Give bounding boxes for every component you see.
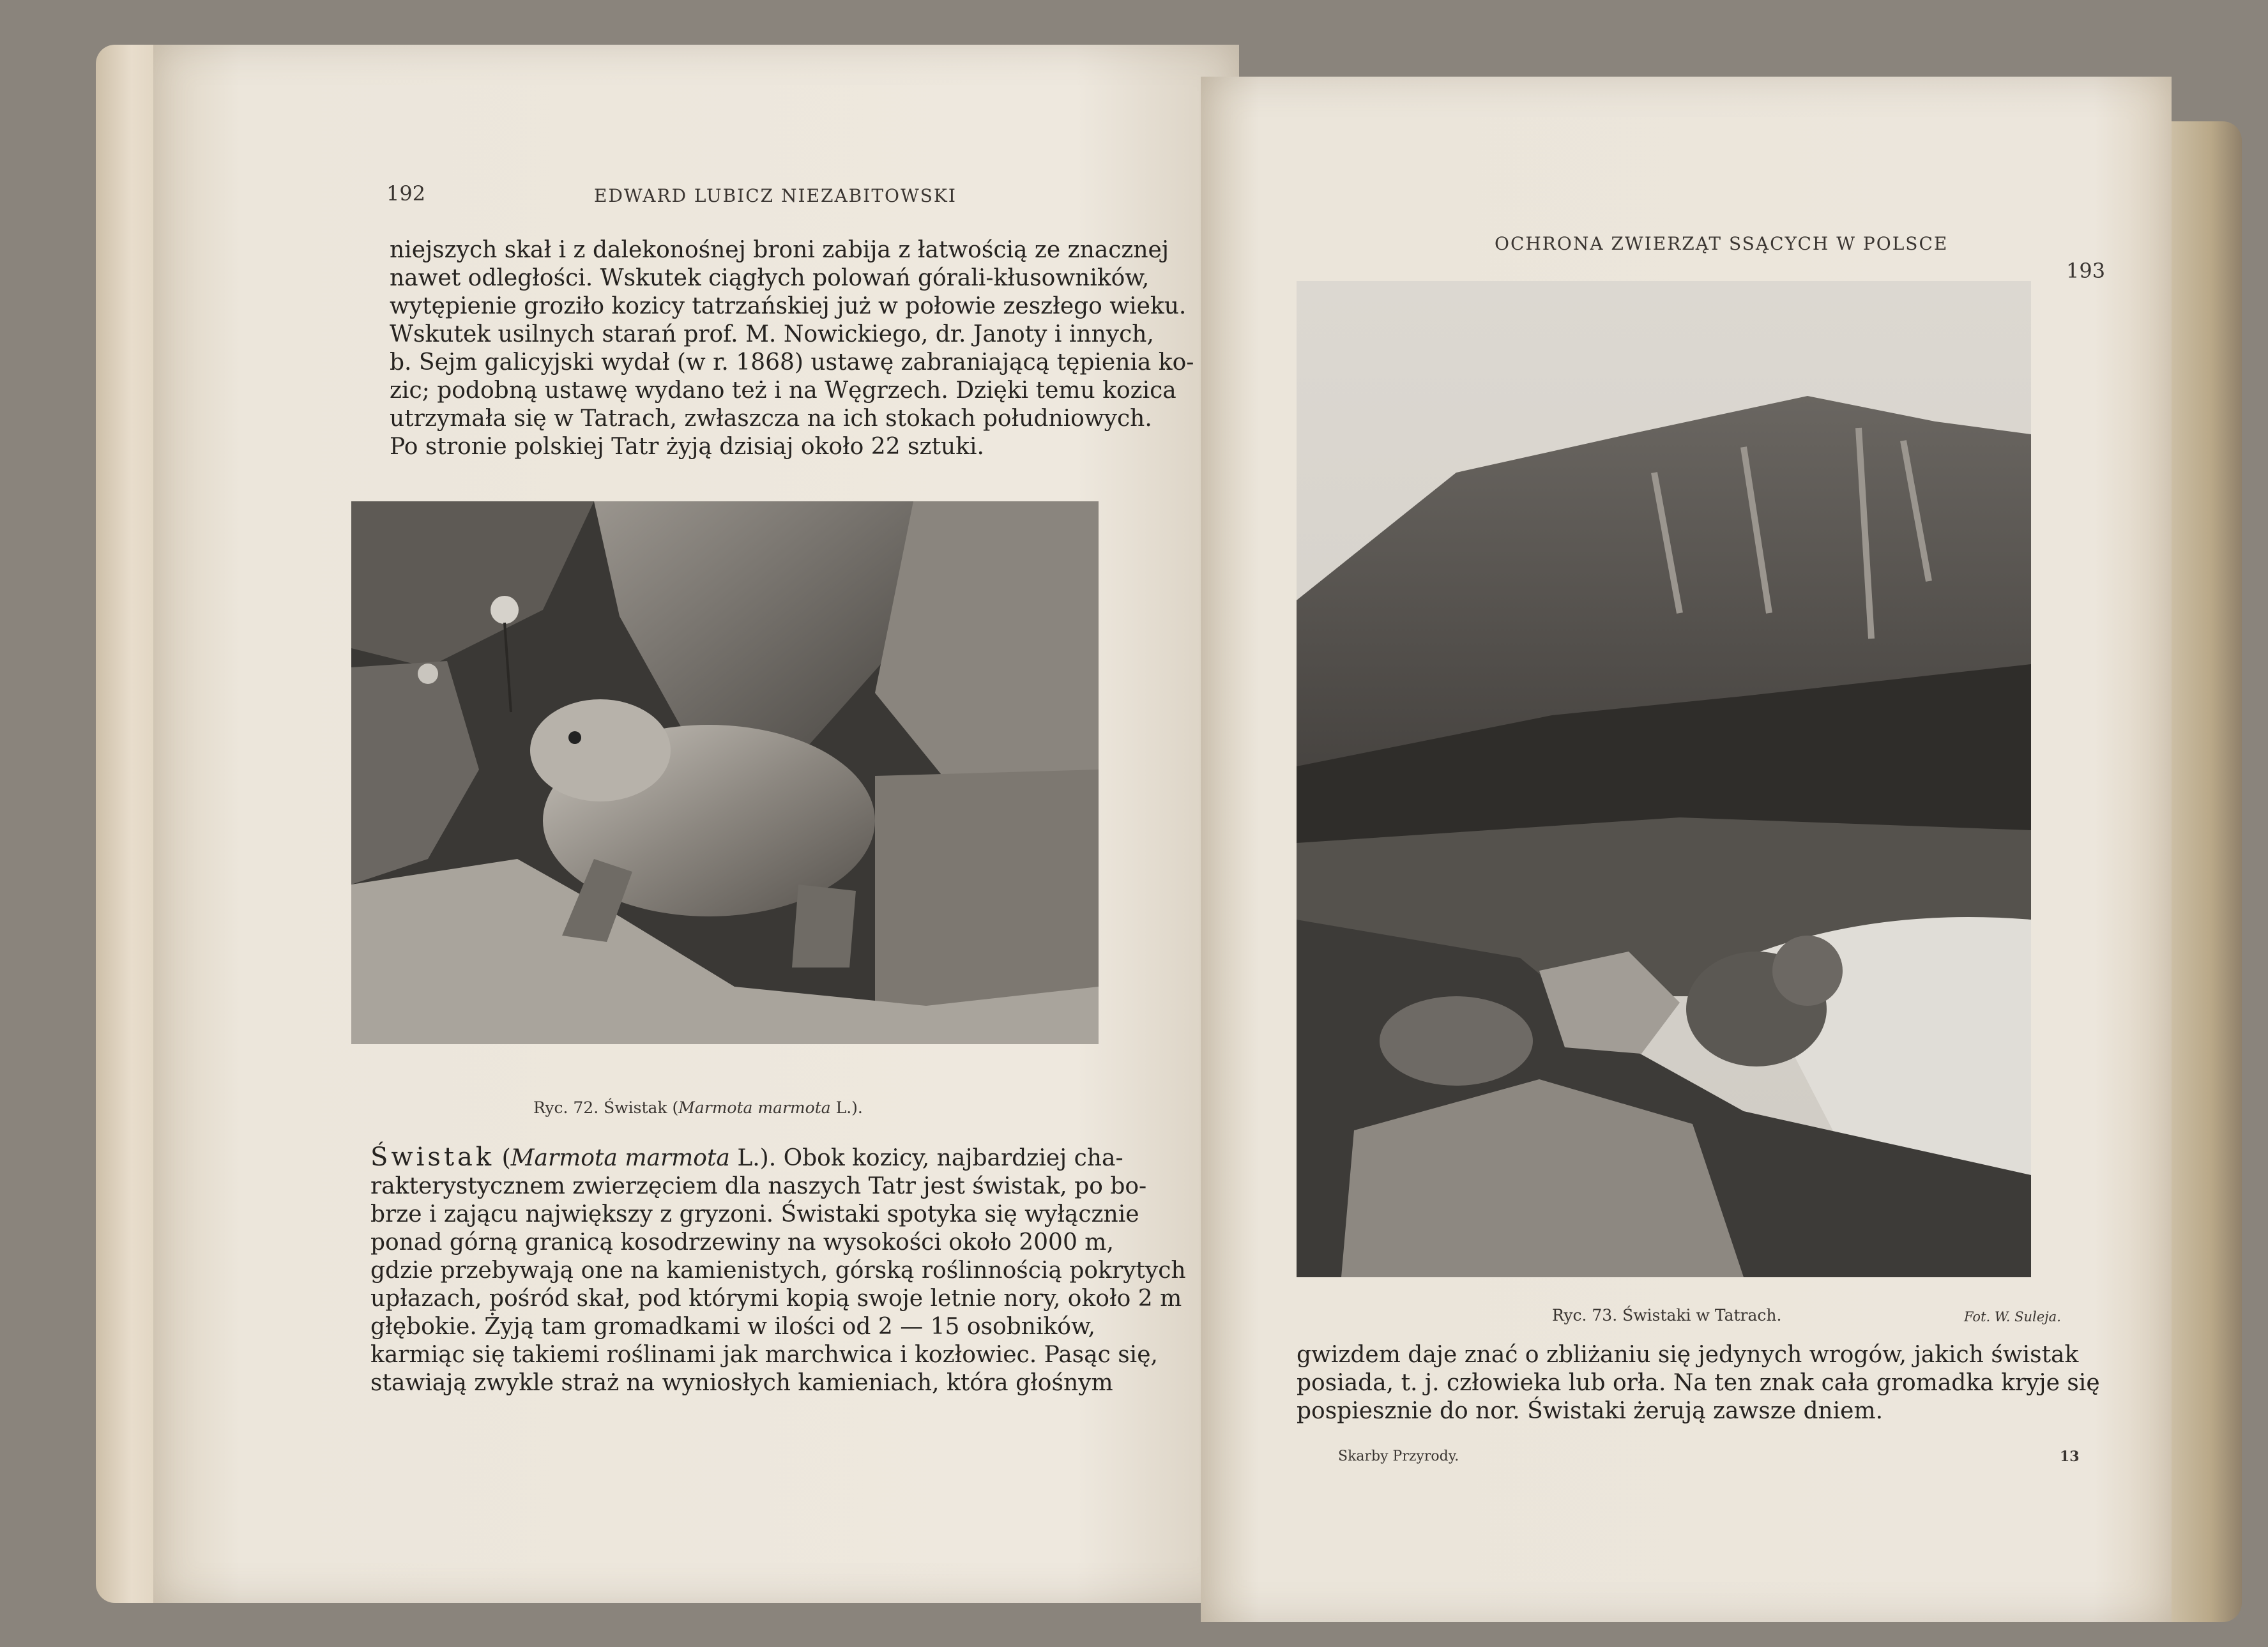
text-line: utrzymała się w Tatrach, zwłaszcza na ich stokach południowych. [390,406,1152,432]
left-bottom-paragraph [370,1143,1207,1397]
right-page [1201,77,2172,1622]
text-line: posiada, t. j. człowieka lub orła. Na ten znak cała gromadka kryje się [1297,1370,2100,1396]
figure-73-caption: Ryc. 73. Świstaki w Tatrach. [1552,1306,1782,1324]
text-line: gdzie przebywają one na kamienistych, górską roślinnością pokrytych [370,1257,1186,1284]
text-line: b. Sejm galicyjski wydał (w r. 1868) ustawę zabraniającą tępienia ko- [390,349,1194,376]
text-line: Świstak (Marmota marmota L.). Obok kozicy, najbardziej cha- [370,1142,1123,1172]
text-line: ponad górną granicą kosodrzewiny na wysokości około 2000 m, [370,1229,1114,1256]
photo-credit: Fot. W. Suleja. [1964,1309,2061,1324]
text-line: rakterystycznem zwierzęciem dla naszych Tatr jest świstak, po bo- [370,1173,1147,1199]
section-title: Świstak [370,1142,495,1172]
right-page-number: 193 [2066,259,2106,283]
text-line: nawet odległości. Wskutek ciągłych polowań górali-kłusowników, [390,265,1150,291]
text-line: stawiają zwykle straż na wyniosłych kamieniach, która głośnym [370,1370,1113,1396]
text-line: pospiesznie do nor. Świstaki żerują zawsze dniem. [1297,1398,1884,1424]
text-line: Po stronie polskiej Tatr żyją dzisiaj około 22 sztuki. [390,434,984,460]
text-line: brze i zającu największy z gryzoni. Świstaki spotyka się wyłącznie [370,1201,1139,1227]
right-page-edges [2165,121,2242,1622]
left-top-paragraph [390,236,1220,461]
tatra-mountains-photo [1297,281,2031,1277]
text-line: głębokie. Żyją tam gromadkami w ilości od 2 — 15 osobników, [370,1314,1095,1340]
left-page-number: 192 [386,181,426,206]
text-line: gwizdem daje znać o zbliżaniu się jedynych wrogów, jakich świstak [1297,1342,2079,1368]
text-line: Wskutek usilnych starań prof. M. Nowickiego, dr. Janoty i innych, [390,321,1154,347]
text-line: wytępienie groziło kozicy tatrzańskiej już w połowie zeszłego wieku. [390,293,1187,319]
text-line: upłazach, pośród skał, pod którymi kopią swoje letnie nory, około 2 m [370,1286,1182,1312]
footer-signature-number: 13 [2060,1448,2080,1465]
footer-series-title: Skarby Przyrody. [1338,1448,1459,1464]
marmot-illustration [351,501,1099,1044]
text-line: niejszych skał i z dalekonośnej broni zabija z łatwością ze znacznej [390,237,1169,263]
section-latin-name: Marmota marmota [510,1145,730,1171]
left-running-head: EDWARD LUBICZ NIEZABITOWSKI [594,185,957,206]
text-line: karmiąc się takiemi roślinami jak marchwica i kozłowiec. Pasąc się, [370,1342,1158,1368]
text-line: zic; podobną ustawę wydano też i na Węgrzech. Dzięki temu kozica [390,377,1176,404]
left-page [153,45,1239,1603]
open-book [57,26,2255,1622]
figure-72-caption: Ryc. 72. Świstak (Marmota marmota L.). [533,1098,863,1117]
right-paragraph [1297,1341,2100,1425]
right-running-head: OCHRONA ZWIERZĄT SSĄCYCH W POLSCE [1495,233,1949,254]
